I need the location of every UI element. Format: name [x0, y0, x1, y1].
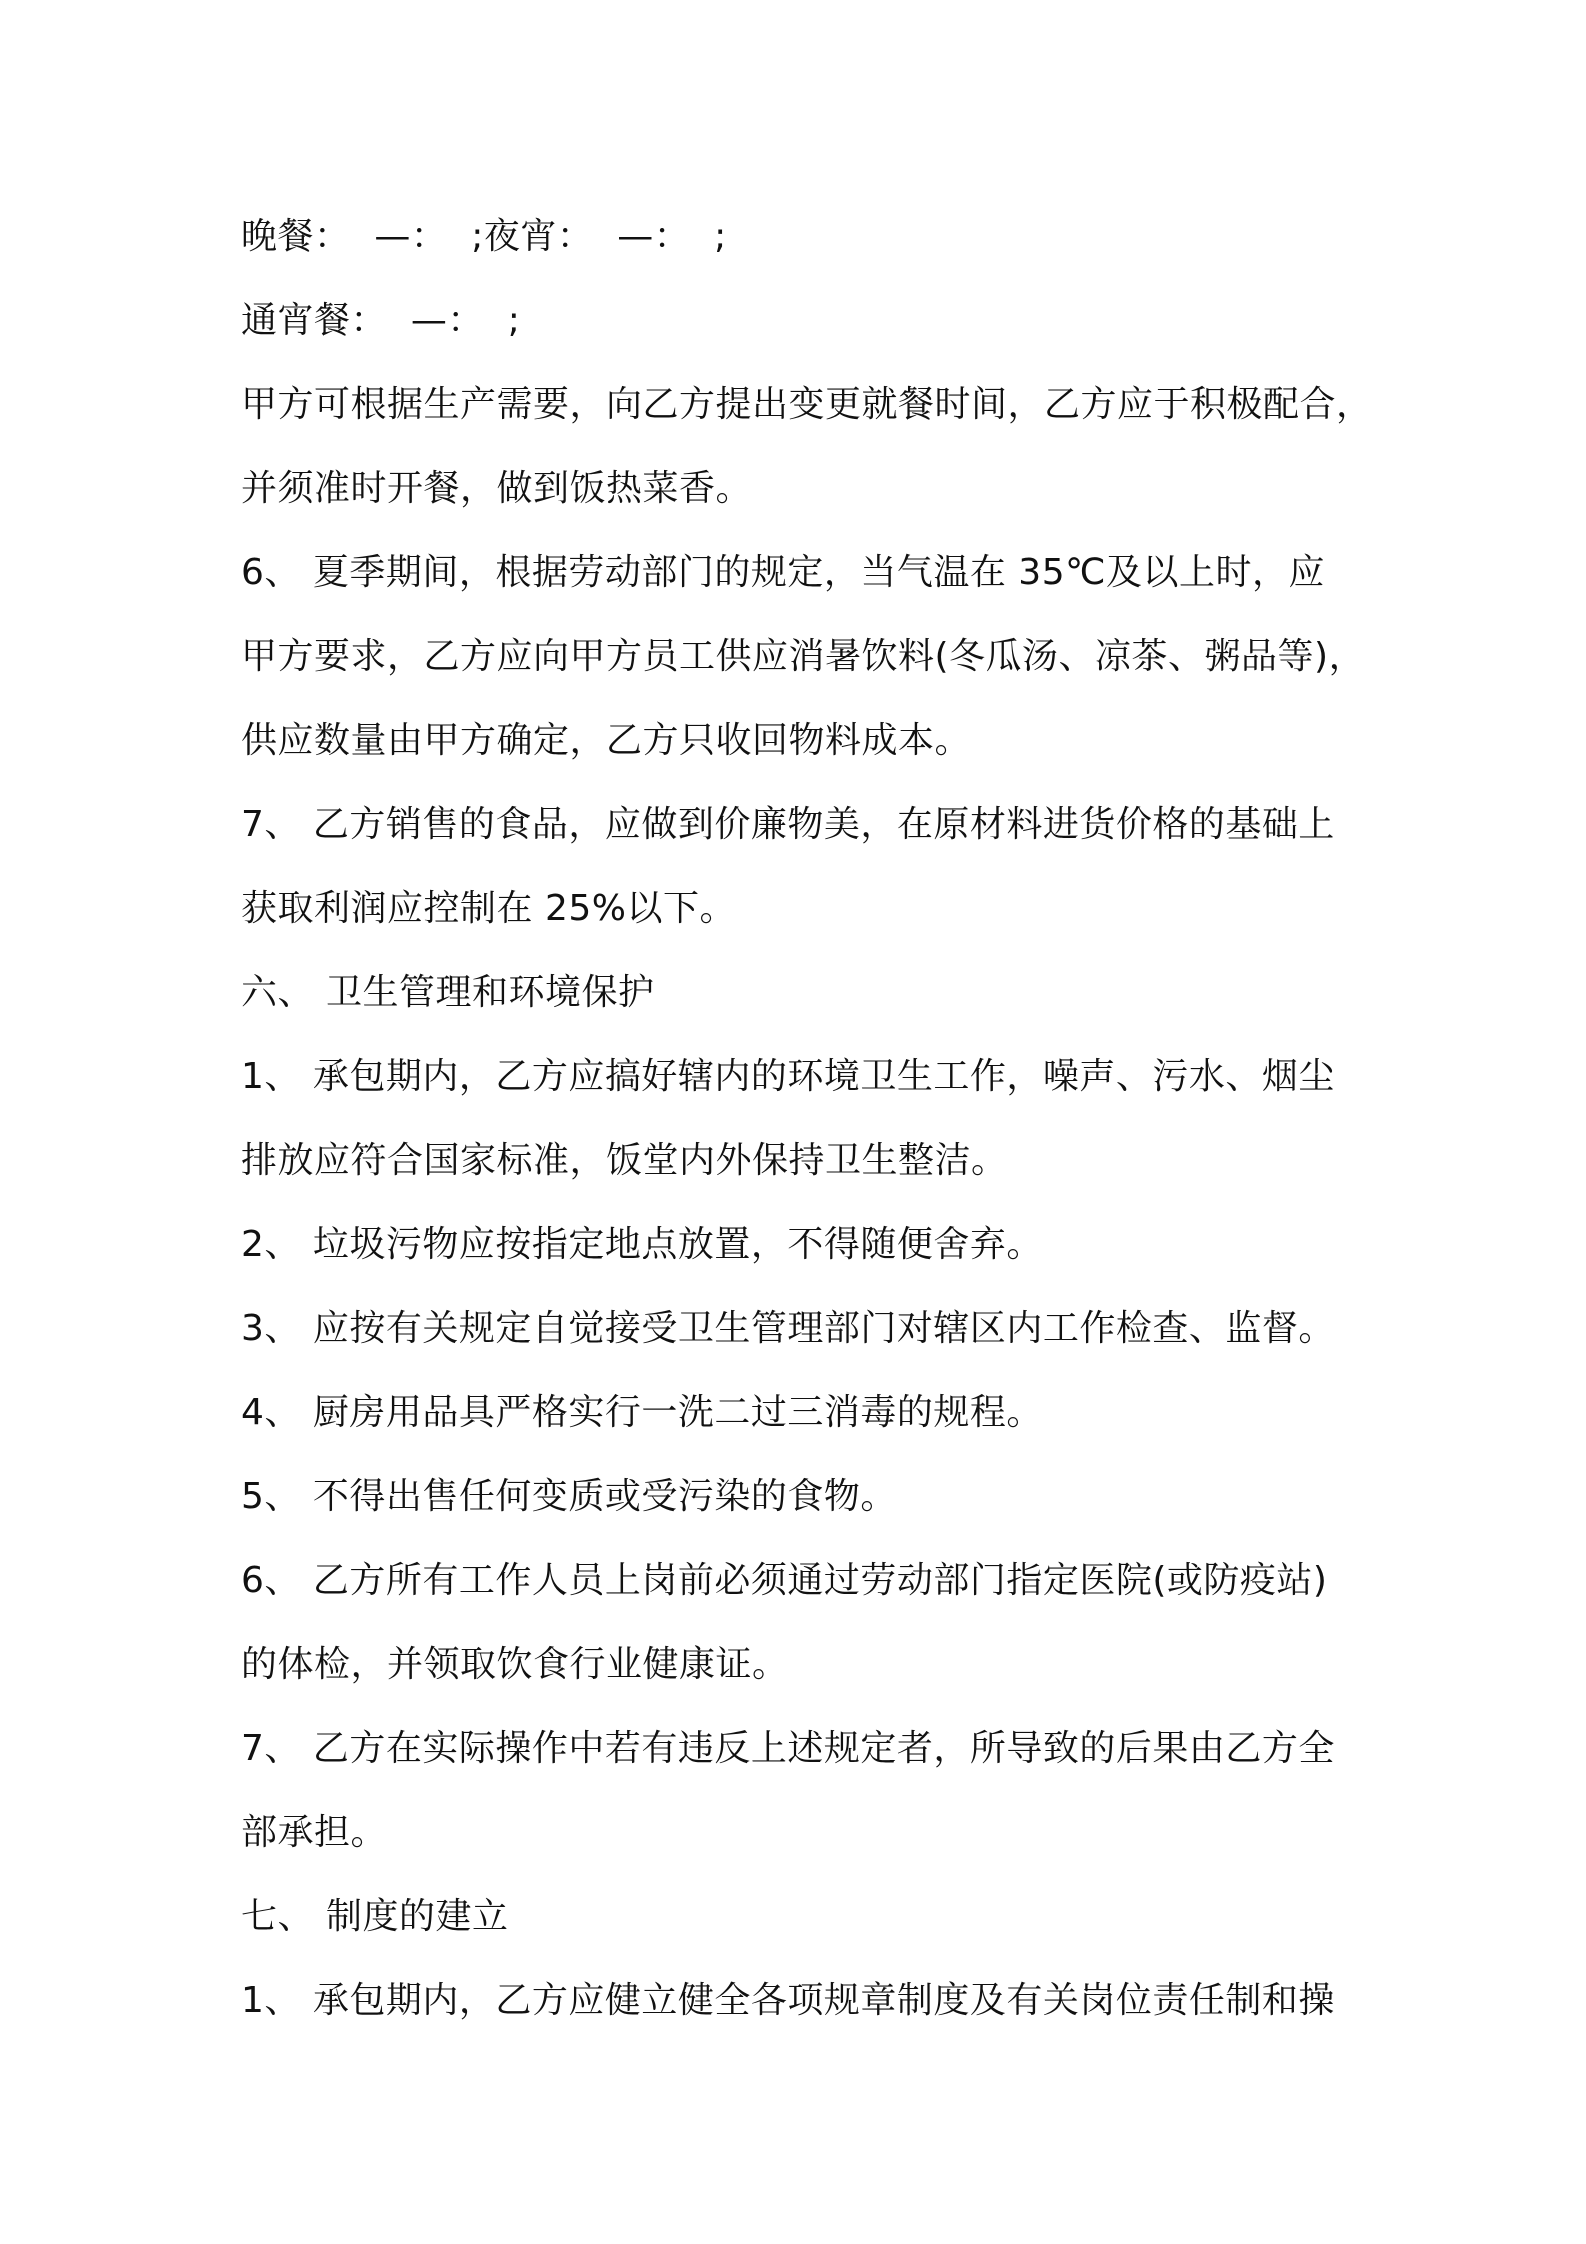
- text-line: 3、 应按有关规定自觉接受卫生管理部门对辖区内工作检查、监督。: [241, 1308, 1335, 1349]
- text-line: 并须准时开餐，做到饭热菜香。: [241, 468, 753, 509]
- text-line: 1、 承包期内，乙方应健立健全各项规章制度及有关岗位责任制和操: [241, 1980, 1335, 2021]
- text-line: 5、 不得出售任何变质或受污染的食物。: [241, 1476, 897, 1517]
- text-line: 排放应符合国家标准，饭堂内外保持卫生整洁。: [241, 1140, 1008, 1181]
- text-line: 甲方要求，乙方应向甲方员工供应消暑饮料(冬瓜汤、凉茶、粥品等)，: [241, 636, 1366, 677]
- text-line-dinner-supper: 晚餐： —： ;夜宵： —： ;: [241, 216, 727, 257]
- text-line: 4、 厨房用品具严格实行一洗二过三消毒的规程。: [241, 1392, 1043, 1433]
- text-line: 1、 承包期内，乙方应搞好辖内的环境卫生工作，噪声、污水、烟尘: [241, 1056, 1335, 1097]
- text-line-overnight-meal: 通宵餐： —： ;: [241, 300, 521, 341]
- text-line: 获取利润应控制在 25%以下。: [241, 888, 736, 929]
- text-line: 7、 乙方销售的食品，应做到价廉物美，在原材料进货价格的基础上: [241, 804, 1335, 845]
- text-line: 的体检，并领取饮食行业健康证。: [241, 1644, 789, 1685]
- text-line: 7、 乙方在实际操作中若有违反上述规定者，所导致的后果由乙方全: [241, 1728, 1335, 1769]
- text-line: 6、 夏季期间，根据劳动部门的规定，当气温在 35℃及以上时，应: [241, 552, 1326, 593]
- document-body: [241, 195, 1373, 2043]
- text-line: 供应数量由甲方确定，乙方只收回物料成本。: [241, 720, 972, 761]
- text-line: 6、 乙方所有工作人员上岗前必须通过劳动部门指定医院(或防疫站): [241, 1560, 1328, 1601]
- section-heading-hygiene: 六、 卫生管理和环境保护: [241, 972, 655, 1013]
- section-heading-system: 七、 制度的建立: [241, 1896, 509, 1937]
- text-line: 部承担。: [241, 1812, 388, 1853]
- text-line: 2、 垃圾污物应按指定地点放置，不得随便舍弃。: [241, 1224, 1043, 1265]
- text-line: 甲方可根据生产需要，向乙方提出变更就餐时间，乙方应于积极配合，: [241, 384, 1373, 425]
